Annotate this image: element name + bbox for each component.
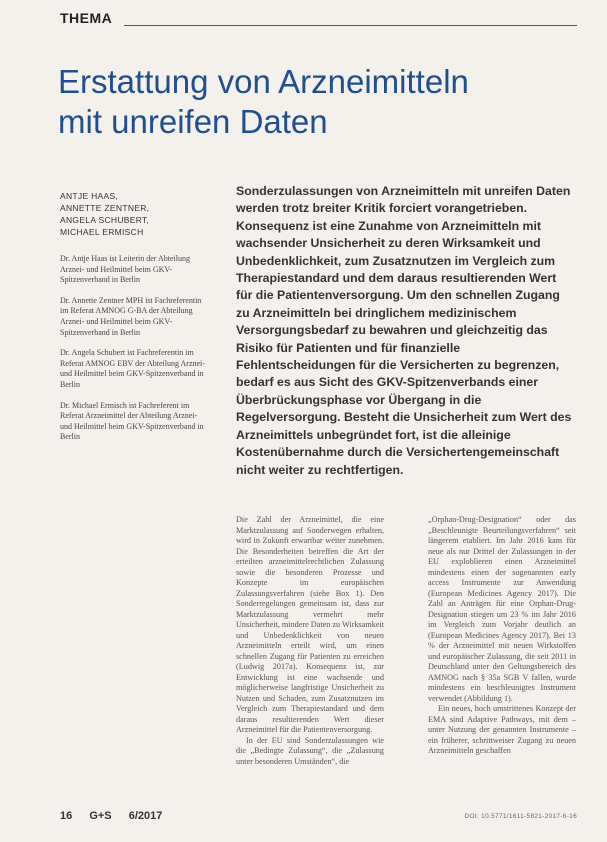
author-name: MICHAEL ERMISCH: [60, 227, 144, 237]
author-bio: Dr. Antje Haas ist Leiterin der Abteilung Arznei- und Heilmittel beim GKV-Spitzenverband in Berlin: [60, 254, 190, 285]
journal-name: G+S: [89, 810, 112, 822]
page-number: 16: [60, 810, 73, 822]
body-paragraph: In der EU sind Sonderzulassungen wie die „Bedingte Zulassung“, die „Zulassung unter besonderen Umständen“, die: [236, 735, 384, 766]
doi: DOI: 10.5771/1611-5821-2017-6-16: [464, 813, 577, 820]
author-bios: [60, 254, 210, 453]
body-paragraph: Die Zahl der Arzneimittel, die eine Marktzulassung auf Sonderwegen erhalten, wird in Zukunft erwartbar weiter zunehmen. Die Besonderheiten betreffen die Art der erteilten arzneimittelrechtlichen Zulassung sowie die besonderen Prozesse und Konzepte im europäischen Zulassungsverfahren (siehe Box 1). Den Sonderregelungen gemeinsam ist, dass zur Marktzulassung vermehrt mehr Unsicherheit, mindere Daten zu Wirksamkeit und Unbedenklichkeit von neuen Arzneimitteln erteilt wird, um einen schnellen Zugang für Patienten zu erreichen (Ludwig 2017a). Konsequenz ist, zur Entwicklung ist eine wachsende und möglicherweise langfristige Unsicherheit zu Nutzen und Schaden, zum Zusatznutzen im Vergleich zum Therapiestandard und dem daraus resultierenden Wert dieser Arzneimittel für die Patientenversorgung.: [236, 515, 384, 734]
author-name: ANNETTE ZENTNER,: [60, 203, 150, 213]
title-line-1: Erstattung von Arzneimitteln: [58, 63, 469, 100]
author-bio: Dr. Angela Schubert ist Fachreferentin im Referat AMNOG EBV der Abteilung Arznei- und Heilmittel beim GKV-Spitzenverband in Berlin: [60, 348, 205, 389]
body-column-right: [428, 515, 576, 757]
article-title: [58, 62, 558, 142]
body-paragraph: Ein neues, hoch umstrittenes Konzept der EMA sind Adaptive Pathways, mit dem – unter Nutzung der genannten Instrumente – ein früherer, schrittweiser Zugang zu neuen Arzneimitteln geschaffen: [428, 704, 576, 755]
author-bio: Dr. Annette Zentner MPH ist Fachreferentin im Referat AMNOG G-BA der Abteilung Arznei- und Heilmittel beim GKV-Spitzenverband in Berlin: [60, 295, 202, 337]
author-name: ANGELA SCHUBERT,: [60, 215, 150, 225]
section-rule: [124, 25, 577, 26]
body-paragraph: „Orphan-Drug-Designation“ oder das „Beschleunigte Beurteilungsverfahren“ seit längerem etabliert. Im Jahr 2016 kam für neue als nur Drittel der Zulassungen in der EU exploblieren einen Arzneimittel mindestens einen der sogenannten early access Instrumente zur Anwendung (European Medicines Agency 2017). Die Zahl an Anträgen für eine Orphan-Drug-Designation stiegen um 23 % im Jahr 2016 im Vergleich zum Vorjahr deutlich an (European Medicines Agency 2017). Bei 13 % der Arzneimittel mit neuen Wirkstoffen und europäischer Zulassung, die seit 2011 in Deutschland unter den Geltungsbereich des AMNOG nach § 35a SGB V fallen, wurde mindestens ein beschleunigtes Instrument verwendet (Abbildung 1).: [428, 515, 576, 703]
abstract: Sonderzulassungen von Arzneimitteln mit unreifen Daten werden trotz breiter Kritik forciert vorangetrieben. Konsequenz ist eine Zunahme von Arzneimitteln mit wachsender Unsicherheit zu deren Wirksamkeit und Unbedenklichkeit, zum Zusatznutzen im Vergleich zum Therapiestandard und dem daraus resultierenden Wert für die Patientenversorgung. Um den schnellen Zugang zu Arzneimitteln bei dringlichem medizinischem Versorgungsbedarf zu bewahren und gleichzeitig das Risiko für Patienten und für finanzielle Fehlentscheidungen für die Versicherten zu begrenzen, bedarf es aus Sicht des GKV-Spitzenverbands einer Überbrückungsphase vor Übergang in die Regelversorgung. Besteht die Unsicherheit zum Wert des Arzneimittels unbegründet fort, ist die alleinige Kostenübernahme durch die Versichertengemeinschaft nicht weiter zu rechtfertigen.: [236, 184, 572, 477]
journal-issue: 6/2017: [128, 810, 163, 822]
body-column-left: [236, 515, 384, 767]
footer-left: [60, 810, 176, 822]
author-name: ANTJE HAAS,: [60, 191, 119, 201]
section-label: THEMA: [60, 10, 113, 26]
author-list: [60, 190, 200, 238]
author-bio: Dr. Michael Ermisch ist Fachreferent im Referat Arzneimittel der Abteilung Arznei- und Heilmittel beim GKV-Spitzenverband in Berlin: [60, 400, 204, 442]
title-line-2: mit unreifen Daten: [58, 103, 328, 140]
